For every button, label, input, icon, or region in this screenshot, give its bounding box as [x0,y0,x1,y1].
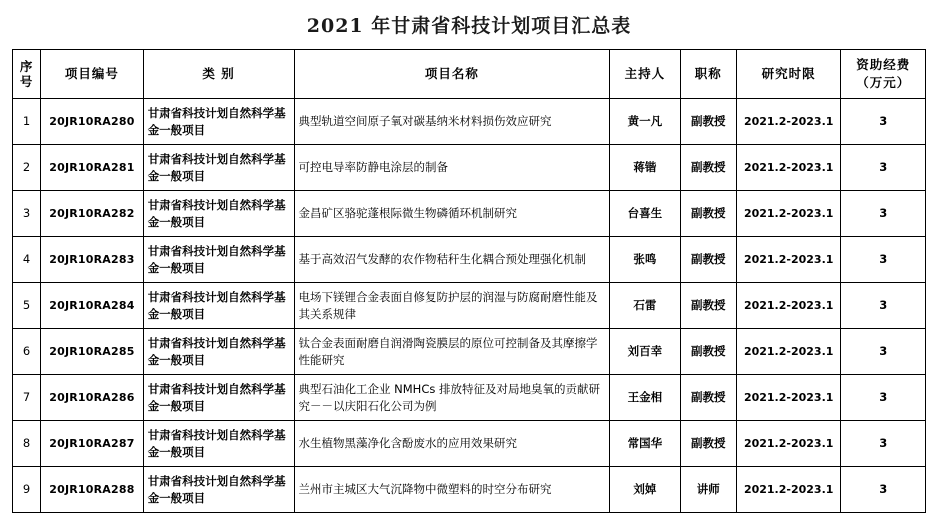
cell-host: 刘百幸 [610,329,680,375]
table-container [0,49,938,513]
cell-project-code: 20JR10RA283 [41,237,144,283]
table-row [13,283,926,329]
cell-funding: 3 [841,283,926,329]
cell-host: 石雷 [610,283,680,329]
cell-category: 甘肃省科技计划自然科学基金一般项目 [143,99,294,145]
cell-duration: 2021.2-2023.1 [736,283,841,329]
cell-rank: 讲师 [680,467,736,513]
cell-project-code: 20JR10RA282 [41,191,144,237]
cell-seq: 6 [13,329,41,375]
cell-category: 甘肃省科技计划自然科学基金一般项目 [143,329,294,375]
cell-seq: 2 [13,145,41,191]
cell-project-code: 20JR10RA280 [41,99,144,145]
cell-project-name: 基于高效沼气发酵的农作物秸秆生化耦合预处理强化机制 [294,237,610,283]
cell-project-name: 电场下镁锂合金表面自修复防护层的润湿与防腐耐磨性能及其关系规律 [294,283,610,329]
cell-seq: 4 [13,237,41,283]
cell-host: 黄一凡 [610,99,680,145]
cell-project-code: 20JR10RA288 [41,467,144,513]
cell-project-code: 20JR10RA284 [41,283,144,329]
cell-category: 甘肃省科技计划自然科学基金一般项目 [143,145,294,191]
cell-funding: 3 [841,329,926,375]
column-header-funding [841,50,926,99]
column-header-seq-line-2: 号 [19,74,34,89]
cell-duration: 2021.2-2023.1 [736,375,841,421]
cell-category: 甘肃省科技计划自然科学基金一般项目 [143,237,294,283]
cell-funding: 3 [841,237,926,283]
cell-funding: 3 [841,375,926,421]
cell-project-name: 水生植物黑藻净化含酚废水的应用效果研究 [294,421,610,467]
table-row [13,421,926,467]
cell-host: 常国华 [610,421,680,467]
cell-project-name: 典型石油化工企业 NMHCs 排放特征及对局地臭氧的贡献研究－－以庆阳石化公司为例 [294,375,610,421]
cell-project-code: 20JR10RA281 [41,145,144,191]
cell-category: 甘肃省科技计划自然科学基金一般项目 [143,375,294,421]
column-header-funding-line-1: 资助经费 [856,56,911,72]
table-row [13,145,926,191]
cell-seq: 3 [13,191,41,237]
cell-rank: 副教授 [680,375,736,421]
cell-host: 蒋锴 [610,145,680,191]
cell-rank: 副教授 [680,421,736,467]
cell-rank: 副教授 [680,283,736,329]
column-header-rank: 职称 [680,50,736,99]
cell-duration: 2021.2-2023.1 [736,145,841,191]
cell-category: 甘肃省科技计划自然科学基金一般项目 [143,191,294,237]
cell-duration: 2021.2-2023.1 [736,329,841,375]
page-title: 2021 年甘肃省科技计划项目汇总表 [306,15,632,37]
cell-project-code: 20JR10RA287 [41,421,144,467]
cell-funding: 3 [841,421,926,467]
project-summary-table [12,49,926,513]
cell-funding: 3 [841,99,926,145]
table-row [13,191,926,237]
cell-project-code: 20JR10RA286 [41,375,144,421]
table-header [13,50,926,99]
cell-category: 甘肃省科技计划自然科学基金一般项目 [143,421,294,467]
cell-project-name: 兰州市主城区大气沉降物中微塑料的时空分布研究 [294,467,610,513]
column-header-category: 类 别 [143,50,294,99]
column-header-funding-line-2: （万元） [856,75,911,90]
cell-project-name: 钛合金表面耐磨自润滑陶瓷膜层的原位可控制备及其摩擦学性能研究 [294,329,610,375]
column-header-seq-line-1: 序 [19,59,34,74]
cell-rank: 副教授 [680,191,736,237]
column-header-code: 项目编号 [41,50,144,99]
cell-seq: 9 [13,467,41,513]
cell-duration: 2021.2-2023.1 [736,99,841,145]
cell-rank: 副教授 [680,99,736,145]
cell-project-name: 典型轨道空间原子氧对碳基纳米材料损伤效应研究 [294,99,610,145]
cell-duration: 2021.2-2023.1 [736,467,841,513]
cell-seq: 7 [13,375,41,421]
cell-seq: 1 [13,99,41,145]
cell-funding: 3 [841,191,926,237]
cell-host: 台喜生 [610,191,680,237]
column-header-seq [13,50,41,99]
table-row [13,375,926,421]
cell-host: 王金相 [610,375,680,421]
cell-host: 刘婥 [610,467,680,513]
cell-duration: 2021.2-2023.1 [736,237,841,283]
cell-duration: 2021.2-2023.1 [736,421,841,467]
cell-project-code: 20JR10RA285 [41,329,144,375]
column-header-host: 主持人 [610,50,680,99]
column-header-project-name: 项目名称 [294,50,610,99]
cell-category: 甘肃省科技计划自然科学基金一般项目 [143,467,294,513]
cell-project-name: 可控电导率防静电涂层的制备 [294,145,610,191]
table-header-row [13,50,926,99]
table-row [13,329,926,375]
cell-funding: 3 [841,467,926,513]
column-header-duration: 研究时限 [736,50,841,99]
table-row [13,99,926,145]
table-row [13,467,926,513]
cell-seq: 5 [13,283,41,329]
table-body [13,99,926,513]
cell-project-name: 金昌矿区骆驼蓬根际微生物磷循环机制研究 [294,191,610,237]
cell-funding: 3 [841,145,926,191]
table-row [13,237,926,283]
cell-duration: 2021.2-2023.1 [736,191,841,237]
cell-seq: 8 [13,421,41,467]
cell-rank: 副教授 [680,329,736,375]
cell-category: 甘肃省科技计划自然科学基金一般项目 [143,283,294,329]
cell-rank: 副教授 [680,145,736,191]
cell-rank: 副教授 [680,237,736,283]
cell-host: 张鸣 [610,237,680,283]
